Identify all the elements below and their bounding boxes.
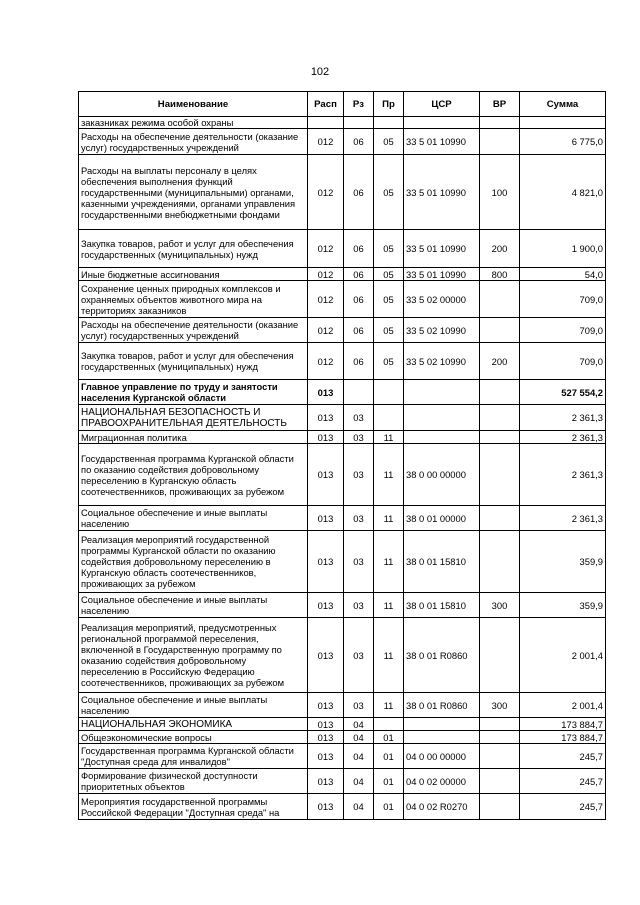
row-sum: 2 361,3 — [520, 506, 606, 531]
row-vr — [480, 731, 520, 744]
row-csr: 38 0 01 00000 — [404, 506, 480, 531]
row-name: Сохранение ценных природных комплексов и охраняемых объектов животного мира на территориях заказников — [79, 281, 308, 318]
row-sum: 709,0 — [520, 318, 606, 343]
row-rasp: 013 — [308, 593, 344, 618]
row-csr — [404, 718, 480, 731]
header-rasp: Расп — [308, 92, 344, 117]
table-row — [79, 794, 606, 820]
row-pr: 11 — [374, 444, 404, 506]
row-vr — [480, 318, 520, 343]
row-rz: 04 — [344, 744, 374, 769]
row-vr — [480, 769, 520, 794]
row-rasp: 013 — [308, 744, 344, 769]
row-rz: 04 — [344, 769, 374, 794]
row-sum: 359,9 — [520, 531, 606, 593]
row-pr: 05 — [374, 318, 404, 343]
row-sum — [520, 117, 606, 129]
row-sum: 527 554,2 — [520, 380, 606, 405]
row-sum: 709,0 — [520, 343, 606, 380]
row-csr: 33 5 01 10990 — [404, 230, 480, 268]
row-pr — [374, 117, 404, 129]
row-rz: 06 — [344, 281, 374, 318]
row-pr: 05 — [374, 155, 404, 230]
row-rz: 06 — [344, 268, 374, 281]
row-vr — [480, 281, 520, 318]
table-row — [79, 593, 606, 618]
row-rasp: 013 — [308, 444, 344, 506]
row-vr — [480, 531, 520, 593]
row-sum: 2 001,4 — [520, 693, 606, 718]
row-name: Реализация мероприятий государственной программы Курганской области по оказанию содействия добровольному переселению в Курганскую область соотечественников, проживающих за рубежом — [79, 531, 308, 593]
budget-table — [78, 91, 606, 820]
row-rasp — [308, 117, 344, 129]
row-rasp: 012 — [308, 129, 344, 155]
table-row — [79, 343, 606, 380]
row-pr: 11 — [374, 431, 404, 444]
row-csr — [404, 380, 480, 405]
row-sum: 245,7 — [520, 769, 606, 794]
header-vr: ВР — [480, 92, 520, 117]
row-csr: 38 0 01 R0860 — [404, 693, 480, 718]
header-sum: Сумма — [520, 92, 606, 117]
row-vr — [480, 618, 520, 693]
page-number: 102 — [310, 66, 330, 78]
row-vr — [480, 506, 520, 531]
row-pr: 11 — [374, 693, 404, 718]
row-rasp: 012 — [308, 155, 344, 230]
row-csr: 33 5 01 10990 — [404, 155, 480, 230]
row-pr: 05 — [374, 129, 404, 155]
row-rz: 06 — [344, 155, 374, 230]
header-rz: Рз — [344, 92, 374, 117]
row-name: заказниках режима особой охраны — [79, 117, 308, 129]
table-row — [79, 318, 606, 343]
row-sum: 2 001,4 — [520, 618, 606, 693]
row-pr: 01 — [374, 794, 404, 820]
row-sum: 245,7 — [520, 744, 606, 769]
row-rz: 03 — [344, 405, 374, 431]
row-rasp: 013 — [308, 531, 344, 593]
row-sum: 2 361,3 — [520, 431, 606, 444]
row-rasp: 013 — [308, 731, 344, 744]
row-name: Закупка товаров, работ и услуг для обеспечения государственных (муниципальных) нужд — [79, 230, 308, 268]
row-csr: 04 0 02 00000 — [404, 769, 480, 794]
row-rz: 03 — [344, 693, 374, 718]
row-csr: 33 5 01 10990 — [404, 129, 480, 155]
row-csr — [404, 731, 480, 744]
row-rasp: 013 — [308, 794, 344, 820]
row-vr: 300 — [480, 693, 520, 718]
row-pr: 11 — [374, 506, 404, 531]
row-rz: 04 — [344, 718, 374, 731]
row-csr: 04 0 02 R0270 — [404, 794, 480, 820]
row-sum: 709,0 — [520, 281, 606, 318]
header-csr: ЦСР — [404, 92, 480, 117]
row-vr — [480, 794, 520, 820]
row-csr: 04 0 00 00000 — [404, 744, 480, 769]
row-sum: 245,7 — [520, 794, 606, 820]
row-csr: 38 0 01 15810 — [404, 531, 480, 593]
row-name: Мероприятия государственной программы Российской Федерации "Доступная среда" на — [79, 794, 308, 820]
table-header-row — [79, 92, 606, 117]
row-name: Социальное обеспечение и иные выплаты населению — [79, 506, 308, 531]
row-pr: 01 — [374, 731, 404, 744]
row-rasp: 013 — [308, 405, 344, 431]
row-name: Главное управление по труду и занятости населения Курганской области — [79, 380, 308, 405]
row-rasp: 013 — [308, 618, 344, 693]
row-rz: 06 — [344, 318, 374, 343]
row-rz — [344, 380, 374, 405]
row-rasp: 012 — [308, 230, 344, 268]
row-csr: 38 0 01 15810 — [404, 593, 480, 618]
row-rasp: 012 — [308, 281, 344, 318]
row-pr: 05 — [374, 281, 404, 318]
row-sum: 173 884,7 — [520, 731, 606, 744]
table-row — [79, 444, 606, 506]
row-name: Расходы на обеспечение деятельности (оказание услуг) государственных учреждений — [79, 129, 308, 155]
row-name: Общеэкономические вопросы — [79, 731, 308, 744]
table-row — [79, 506, 606, 531]
table-row — [79, 117, 606, 129]
row-sum: 359,9 — [520, 593, 606, 618]
row-pr: 01 — [374, 744, 404, 769]
row-rasp: 013 — [308, 380, 344, 405]
table-row — [79, 380, 606, 405]
row-vr — [480, 444, 520, 506]
row-name: Иные бюджетные ассигнования — [79, 268, 308, 281]
row-sum: 173 884,7 — [520, 718, 606, 731]
row-vr — [480, 129, 520, 155]
table-row — [79, 718, 606, 731]
row-csr — [404, 405, 480, 431]
row-name: Формирование физической доступности приоритетных объектов — [79, 769, 308, 794]
row-pr: 11 — [374, 618, 404, 693]
row-csr: 33 5 02 10990 — [404, 318, 480, 343]
row-name: НАЦИОНАЛЬНАЯ БЕЗОПАСНОСТЬ И ПРАВООХРАНИТЕЛЬНАЯ ДЕЯТЕЛЬНОСТЬ — [79, 405, 308, 431]
row-vr — [480, 117, 520, 129]
row-rz: 03 — [344, 431, 374, 444]
row-sum: 2 361,3 — [520, 444, 606, 506]
row-csr: 38 0 01 R0860 — [404, 618, 480, 693]
table-row — [79, 268, 606, 281]
row-name: Государственная программа Курганской области по оказанию содействия добровольному переселению в Курганскую область соотечественников, проживающих за рубежом — [79, 444, 308, 506]
row-rasp: 012 — [308, 268, 344, 281]
row-rasp: 013 — [308, 718, 344, 731]
row-pr — [374, 405, 404, 431]
header-name: Наименование — [79, 92, 308, 117]
table-row — [79, 693, 606, 718]
row-rasp: 013 — [308, 431, 344, 444]
row-rz: 06 — [344, 129, 374, 155]
table-row — [79, 155, 606, 230]
table-row — [79, 129, 606, 155]
row-rz: 04 — [344, 731, 374, 744]
row-pr: 11 — [374, 531, 404, 593]
table-row — [79, 769, 606, 794]
row-pr: 05 — [374, 343, 404, 380]
row-pr: 05 — [374, 268, 404, 281]
row-rz — [344, 117, 374, 129]
row-pr — [374, 718, 404, 731]
row-name: НАЦИОНАЛЬНАЯ ЭКОНОМИКА — [79, 718, 308, 731]
table-row — [79, 731, 606, 744]
row-rasp: 013 — [308, 506, 344, 531]
row-vr — [480, 744, 520, 769]
row-name: Социальное обеспечение и иные выплаты населению — [79, 693, 308, 718]
table-row — [79, 405, 606, 431]
row-vr: 200 — [480, 230, 520, 268]
table-row — [79, 281, 606, 318]
row-rz: 06 — [344, 343, 374, 380]
row-csr: 33 5 02 10990 — [404, 343, 480, 380]
table-row — [79, 744, 606, 769]
table-row — [79, 531, 606, 593]
row-rz: 03 — [344, 444, 374, 506]
row-csr — [404, 431, 480, 444]
row-pr — [374, 380, 404, 405]
row-rz: 03 — [344, 531, 374, 593]
row-rz: 04 — [344, 794, 374, 820]
row-name: Расходы на обеспечение деятельности (оказание услуг) государственных учреждений — [79, 318, 308, 343]
row-name: Миграционная политика — [79, 431, 308, 444]
row-sum: 4 821,0 — [520, 155, 606, 230]
row-vr — [480, 405, 520, 431]
row-vr — [480, 431, 520, 444]
row-vr: 300 — [480, 593, 520, 618]
row-name: Государственная программа Курганской области "Доступная среда для инвалидов" — [79, 744, 308, 769]
row-rasp: 013 — [308, 693, 344, 718]
row-rasp: 012 — [308, 318, 344, 343]
row-name: Расходы на выплаты персоналу в целях обеспечения выполнения функций государственными (муниципальными) органами, казенными учреждениями, органами управления государственными внебюджетными фондами — [79, 155, 308, 230]
row-vr: 200 — [480, 343, 520, 380]
row-sum: 6 775,0 — [520, 129, 606, 155]
row-rz: 06 — [344, 230, 374, 268]
row-csr: 33 5 01 10990 — [404, 268, 480, 281]
row-vr: 800 — [480, 268, 520, 281]
table-row — [79, 618, 606, 693]
row-name: Реализация мероприятий, предусмотренных региональной программой переселения, включенной в Государственную программу по оказанию содействия добровольному переселению в Российскую Федерацию соотечественников, проживающих за рубежом — [79, 618, 308, 693]
row-sum: 54,0 — [520, 268, 606, 281]
row-sum: 2 361,3 — [520, 405, 606, 431]
table-row — [79, 230, 606, 268]
row-sum: 1 900,0 — [520, 230, 606, 268]
row-name: Закупка товаров, работ и услуг для обеспечения государственных (муниципальных) нужд — [79, 343, 308, 380]
table-row — [79, 431, 606, 444]
row-csr: 38 0 00 00000 — [404, 444, 480, 506]
row-pr: 05 — [374, 230, 404, 268]
row-rasp: 012 — [308, 343, 344, 380]
row-vr — [480, 380, 520, 405]
row-name: Социальное обеспечение и иные выплаты населению — [79, 593, 308, 618]
row-vr: 100 — [480, 155, 520, 230]
row-rz: 03 — [344, 506, 374, 531]
row-pr: 11 — [374, 593, 404, 618]
row-rz: 03 — [344, 618, 374, 693]
row-rz: 03 — [344, 593, 374, 618]
row-vr — [480, 718, 520, 731]
row-pr: 01 — [374, 769, 404, 794]
row-csr — [404, 117, 480, 129]
row-csr: 33 5 02 00000 — [404, 281, 480, 318]
row-rasp: 013 — [308, 769, 344, 794]
header-pr: Пр — [374, 92, 404, 117]
